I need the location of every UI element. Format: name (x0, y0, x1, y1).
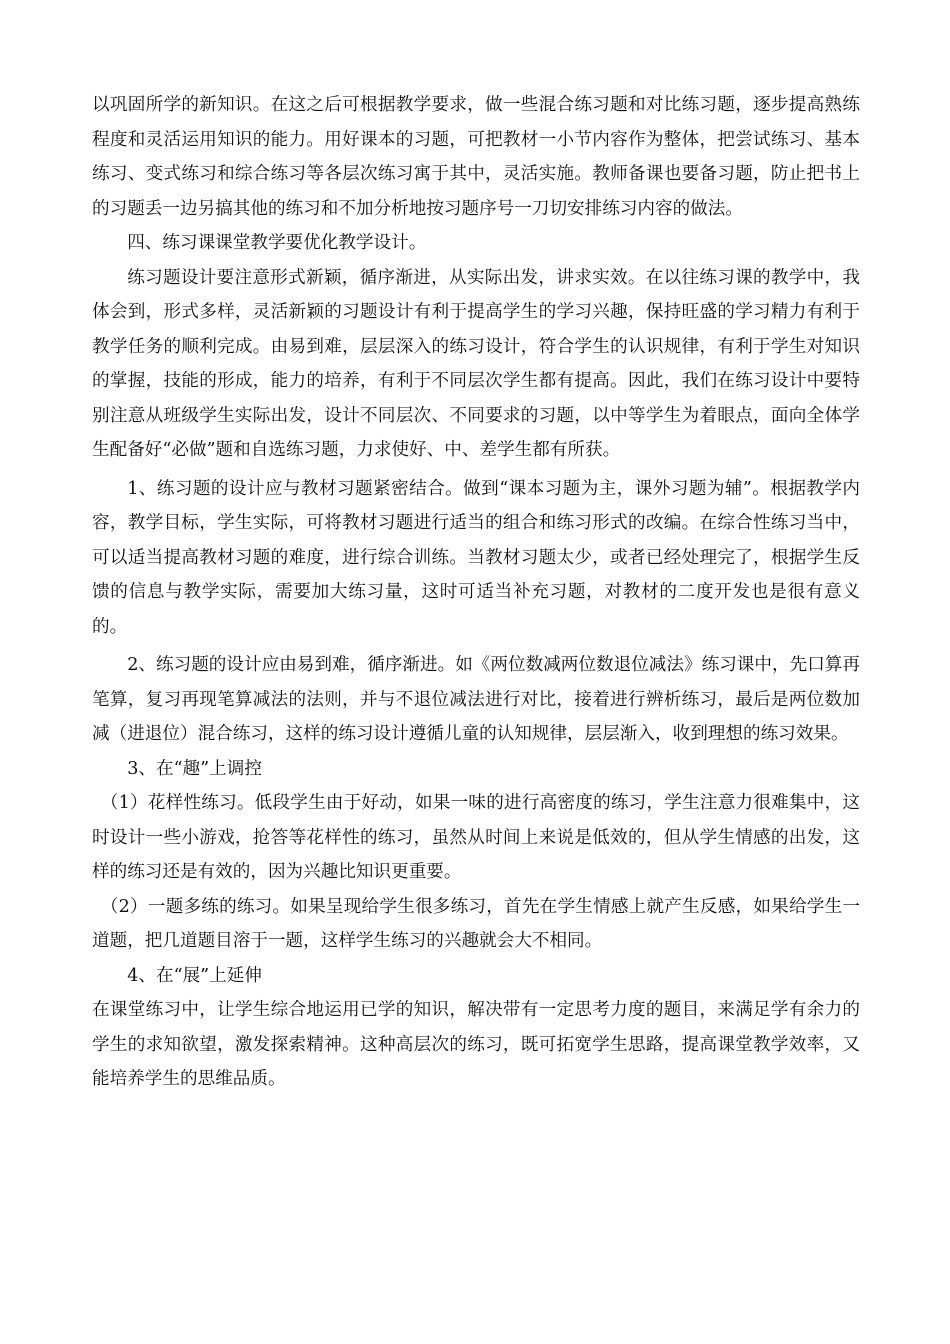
section-heading-four: 四、练习课课堂教学要优化教学设计。 (127, 233, 427, 253)
paragraph-one-question-many-practices: （2）一题多练的练习。如果呈现给学生很多练习，首先在学生情感上就产生反感，如果给学生一道题，把几道题目溶于一题，这样学生练习的兴趣就会大不相同。 (92, 896, 860, 951)
document-page (92, 88, 860, 1097)
paragraph-variety-practice: （1）花样性练习。低段学生由于好动，如果一味的进行高密度的练习，学生注意力很难集中，这时设计一些小游戏，抢答等花样性的练习，虽然从时间上来说是低效的，但从学生情感的出发，这样的练习还是有效的，因为兴趣比知识更重要。 (92, 793, 860, 882)
paragraph-point-two: 2、练习题的设计应由易到难，循序渐进。如《两位数减两位数退位减法》练习课中，先口算再笔算，复习再现笔算减法的法则，并与不退位减法进行对比，接着进行辨析练习，最后是两位数加减（进退位）混合练习，这样的练习设计遵循儿童的认知规律，层层渐入，收到理想的练习效果。 (92, 655, 860, 744)
subheading-interest: 3、在“趣”上调控 (127, 758, 262, 779)
subheading-extension: 4、在“展”上延伸 (127, 965, 262, 986)
paragraph-extension-practice: 在课堂练习中，让学生综合地运用已学的知识，解决带有一定思考力度的题目，来满足学有余力的学生的求知欲望，激发探索精神。这种高层次的练习，既可拓宽学生思路，提高课堂教学效率，又能培养学生的思维品质。 (92, 1000, 860, 1089)
paragraph-point-one: 1、练习题的设计应与教材习题紧密结合。做到“课本习题为主，课外习题为辅”。根据教学内容，教学目标，学生实际，可将教材习题进行适当的组合和练习形式的改编。在综合性练习当中，可以适当提高教材习题的难度，进行综合训练。当教材习题太少，或者已经处理完了，根据学生反馈的信息与教学实际，需要加大练习量，这时可适当补充习题，对教材的二度开发也是很有意义的。 (92, 478, 860, 637)
paragraph-design-principles: 练习题设计要注意形式新颖，循序渐进，从实际出发，讲求实效。在以往练习课的教学中，我体会到，形式多样，灵活新颖的习题设计有利于提高学生的学习兴趣，保持旺盛的学习精力有利于教学任务的顺利完成。由易到难，层层深入的练习设计，符合学生的认识规律，有利于学生对知识的掌握，技能的形成，能力的培养，有利于不同层次学生都有提高。因此，我们在练习设计中要特别注意从班级学生实际出发，设计不同层次、不同要求的习题，以中等学生为着眼点，面向全体学生配备好“必做”题和自选练习题，力求使好、中、差学生都有所获。 (92, 267, 860, 460)
paragraph-continuation: 以巩固所学的新知识。在这之后可根据教学要求，做一些混合练习题和对比练习题，逐步提高熟练程度和灵活运用知识的能力。用好课本的习题，可把教材一小节内容作为整体，把尝试练习、基本练习、变式练习和综合练习等各层次练习寓于其中，灵活实施。教师备课也要备习题，防止把书上的习题丢一边另搞其他的练习和不加分析地按习题序号一刀切安排练习内容的做法。 (92, 95, 860, 219)
